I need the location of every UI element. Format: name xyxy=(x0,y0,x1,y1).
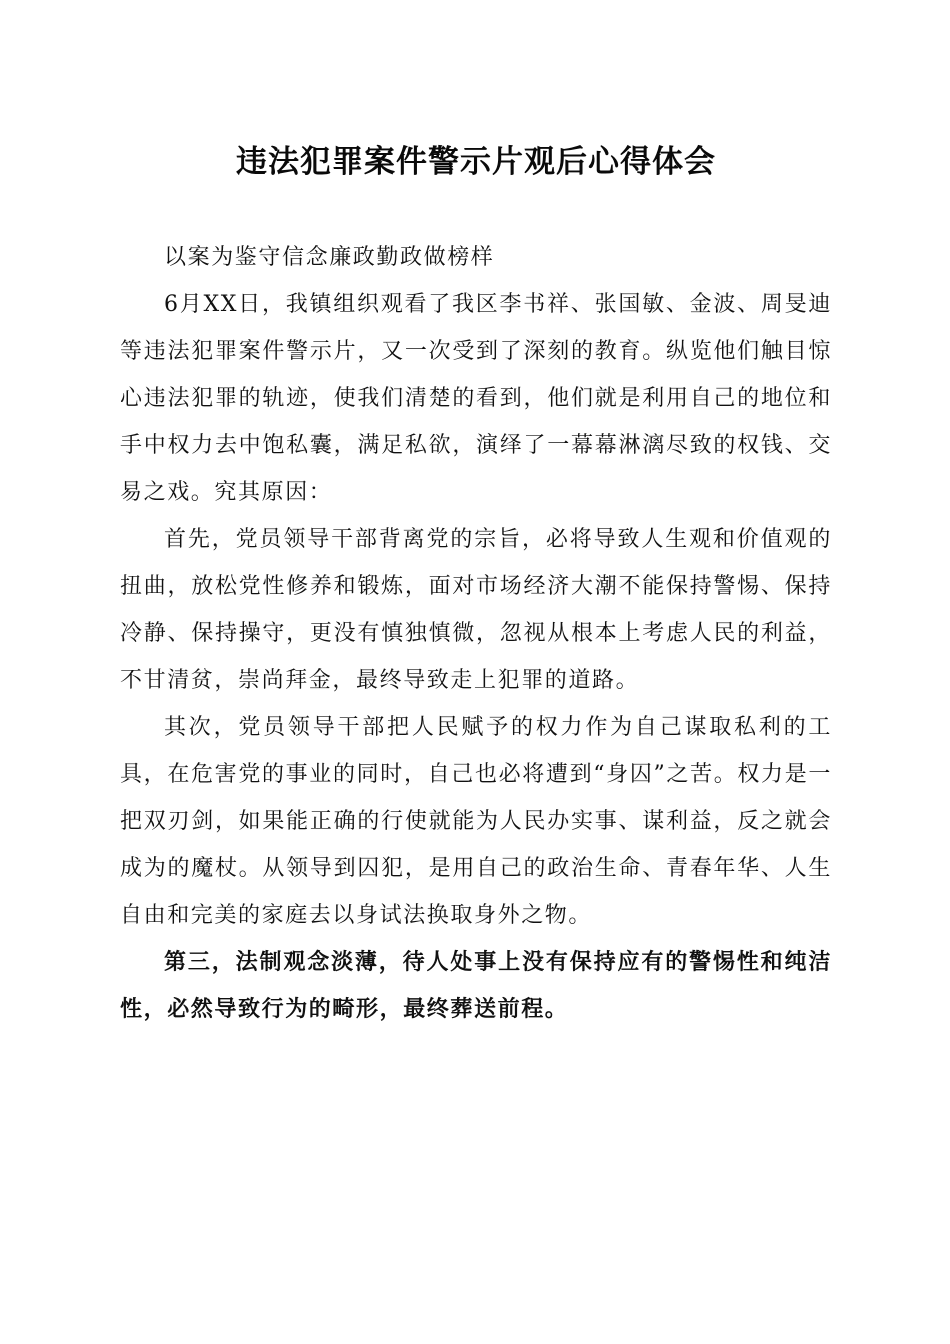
paragraph-second-reason: 其次，党员领导干部把人民赋予的权力作为自己谋取私利的工具，在危害党的事业的同时，自己也必将遭到“身囚”之苦。权力是一把双刃剑，如果能正确的行使就能为人民办实事、谋利益，反之就会成为的魔杖。从领导到囚犯，是用自己的政治生命、青春年华、人生自由和完美的家庭去以身试法换取身外之物。 xyxy=(120,715,832,928)
document-subtitle: 以案为鉴守信念廉政勤政做榜样 xyxy=(164,245,495,270)
document-body xyxy=(120,234,832,1033)
paragraph-third-reason: 第三，法制观念淡薄，待人处事上没有保持应有的警惕性和纯洁性，必然导致行为的畸形，最终葬送前程。 xyxy=(120,949,832,1022)
paragraph-intro: 6月XX日，我镇组织观看了我区李书祥、张国敏、金波、周旻迪等违法犯罪案件警示片，又一次受到了深刻的教育。纵览他们触目惊心违法犯罪的轨迹，使我们清楚的看到，他们就是利用自己的地位和手中权力去中饱私囊，满足私欲，演绎了一幕幕淋漓尽致的权钱、交易之戏。究其原因： xyxy=(120,292,832,505)
paragraph-first-reason: 首先，党员领导干部背离党的宗旨，必将导致人生观和价值观的扭曲，放松党性修养和锻炼，面对市场经济大潮不能保持警惕、保持冷静、保持操守，更没有慎独慎微，忽视从根本上考虑人民的利益，不甘清贫，崇尚拜金，最终导致走上犯罪的道路。 xyxy=(120,527,832,693)
document-title: 违法犯罪案件警示片观后心得体会 xyxy=(236,144,716,180)
